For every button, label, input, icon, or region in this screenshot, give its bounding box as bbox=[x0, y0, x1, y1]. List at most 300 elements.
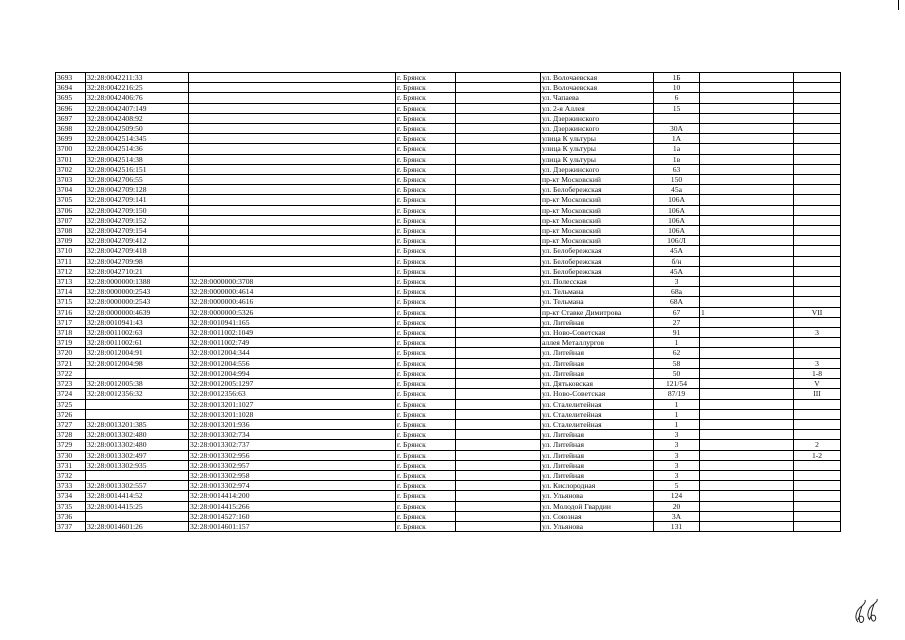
table-row bbox=[56, 399, 841, 409]
city-cell: г. Брянск bbox=[396, 460, 456, 470]
apartment-cell bbox=[794, 481, 841, 491]
cadastral-number-cell: 32:28:0013201:385 bbox=[86, 419, 189, 429]
row-number-cell: 3710 bbox=[56, 246, 86, 256]
street-cell: ул. Чапаева bbox=[541, 93, 654, 103]
apartment-cell: 3 bbox=[794, 358, 841, 368]
row-number-cell: 3723 bbox=[56, 379, 86, 389]
house-number-cell: 45а bbox=[654, 185, 700, 195]
district-cell bbox=[456, 287, 541, 297]
street-cell: пр-кт Ставке Димитрова bbox=[541, 307, 654, 317]
building-number-cell bbox=[700, 317, 794, 327]
row-number-cell: 3712 bbox=[56, 266, 86, 276]
city-cell: г. Брянск bbox=[396, 185, 456, 195]
building-cadastral-number-cell: 32:28:0000000:4616 bbox=[189, 297, 396, 307]
apartment-cell bbox=[794, 338, 841, 348]
house-number-cell: 45А bbox=[654, 266, 700, 276]
street-cell: улица К ультуры bbox=[541, 144, 654, 154]
street-cell: ул. Тельмана bbox=[541, 297, 654, 307]
house-number-cell: 106А bbox=[654, 226, 700, 236]
table-row bbox=[56, 124, 841, 134]
street-cell: ул. Сталелитейная bbox=[541, 399, 654, 409]
district-cell bbox=[456, 338, 541, 348]
building-cadastral-number-cell bbox=[189, 205, 396, 215]
cadastral-number-cell: 32:28:0012004:98 bbox=[86, 358, 189, 368]
table-row bbox=[56, 73, 841, 83]
city-cell: г. Брянск bbox=[396, 521, 456, 531]
building-number-cell bbox=[700, 226, 794, 236]
table-row bbox=[56, 246, 841, 256]
street-cell: ул. Ульянова bbox=[541, 521, 654, 531]
building-cadastral-number-cell: 32:28:0012004:994 bbox=[189, 368, 396, 378]
cadastral-number-cell: 32:28:0000000:4639 bbox=[86, 307, 189, 317]
apartment-cell bbox=[794, 430, 841, 440]
cadastral-number-cell: 32:28:0014414:52 bbox=[86, 491, 189, 501]
building-number-cell bbox=[700, 440, 794, 450]
apartment-cell bbox=[794, 93, 841, 103]
house-number-cell: 3 bbox=[654, 440, 700, 450]
street-cell: ул. Литейная bbox=[541, 430, 654, 440]
cadastral-number-cell: 32:28:0042709:98 bbox=[86, 256, 189, 266]
building-cadastral-number-cell: 32:28:0000000:5326 bbox=[189, 307, 396, 317]
table-row bbox=[56, 103, 841, 113]
building-number-cell bbox=[700, 236, 794, 246]
apartment-cell bbox=[794, 154, 841, 164]
building-number-cell bbox=[700, 124, 794, 134]
row-number-cell: 3719 bbox=[56, 338, 86, 348]
house-number-cell: 1 bbox=[654, 419, 700, 429]
building-cadastral-number-cell bbox=[189, 73, 396, 83]
cadastral-number-cell: 32:28:0013302:497 bbox=[86, 450, 189, 460]
city-cell: г. Брянск bbox=[396, 409, 456, 419]
district-cell bbox=[456, 358, 541, 368]
district-cell bbox=[456, 266, 541, 276]
building-number-cell bbox=[700, 358, 794, 368]
table-row bbox=[56, 389, 841, 399]
building-cadastral-number-cell: 32:28:0012005:1297 bbox=[189, 379, 396, 389]
apartment-cell bbox=[794, 521, 841, 531]
city-cell: г. Брянск bbox=[396, 83, 456, 93]
cadastral-number-cell bbox=[86, 511, 189, 521]
table-row bbox=[56, 348, 841, 358]
table-row bbox=[56, 144, 841, 154]
street-cell: улица К ультуры bbox=[541, 154, 654, 164]
district-cell bbox=[456, 511, 541, 521]
house-number-cell: 150 bbox=[654, 175, 700, 185]
street-cell: ул. Белобережская bbox=[541, 246, 654, 256]
district-cell bbox=[456, 124, 541, 134]
house-number-cell: 121/54 bbox=[654, 379, 700, 389]
city-cell: г. Брянск bbox=[396, 215, 456, 225]
district-cell bbox=[456, 246, 541, 256]
district-cell bbox=[456, 134, 541, 144]
building-number-cell bbox=[700, 205, 794, 215]
apartment-cell bbox=[794, 297, 841, 307]
apartment-cell bbox=[794, 185, 841, 195]
building-cadastral-number-cell bbox=[189, 236, 396, 246]
table-row bbox=[56, 481, 841, 491]
city-cell: г. Брянск bbox=[396, 287, 456, 297]
house-number-cell: 20 bbox=[654, 501, 700, 511]
apartment-cell: 2 bbox=[794, 440, 841, 450]
street-cell: пр-кт Московский bbox=[541, 195, 654, 205]
building-cadastral-number-cell: 32:28:0013302:734 bbox=[189, 430, 396, 440]
building-cadastral-number-cell: 32:28:0014527:160 bbox=[189, 511, 396, 521]
street-cell: ул. Волочаевская bbox=[541, 73, 654, 83]
building-number-cell bbox=[700, 460, 794, 470]
building-number-cell bbox=[700, 144, 794, 154]
row-number-cell: 3715 bbox=[56, 297, 86, 307]
street-cell: ул. Молодой Гвардии bbox=[541, 501, 654, 511]
city-cell: г. Брянск bbox=[396, 511, 456, 521]
district-cell bbox=[456, 185, 541, 195]
district-cell bbox=[456, 103, 541, 113]
city-cell: г. Брянск bbox=[396, 328, 456, 338]
row-number-cell: 3701 bbox=[56, 154, 86, 164]
city-cell: г. Брянск bbox=[396, 144, 456, 154]
row-number-cell: 3713 bbox=[56, 277, 86, 287]
district-cell bbox=[456, 83, 541, 93]
building-cadastral-number-cell: 32:28:0000000:4614 bbox=[189, 287, 396, 297]
city-cell: г. Брянск bbox=[396, 358, 456, 368]
cadastral-number-cell: 32:28:0042709:152 bbox=[86, 215, 189, 225]
city-cell: г. Брянск bbox=[396, 256, 456, 266]
apartment-cell bbox=[794, 124, 841, 134]
building-cadastral-number-cell: 32:28:0013201:1028 bbox=[189, 409, 396, 419]
building-cadastral-number-cell bbox=[189, 113, 396, 123]
house-number-cell: 58 bbox=[654, 358, 700, 368]
house-number-cell: 50 bbox=[654, 368, 700, 378]
building-cadastral-number-cell bbox=[189, 144, 396, 154]
street-cell: ул. Дзержинского bbox=[541, 124, 654, 134]
cadastral-number-cell: 32:28:0042514:36 bbox=[86, 144, 189, 154]
city-cell: г. Брянск bbox=[396, 389, 456, 399]
row-number-cell: 3724 bbox=[56, 389, 86, 399]
district-cell bbox=[456, 501, 541, 511]
building-cadastral-number-cell bbox=[189, 124, 396, 134]
row-number-cell: 3736 bbox=[56, 511, 86, 521]
street-cell: пр-кт Московский bbox=[541, 175, 654, 185]
row-number-cell: 3727 bbox=[56, 419, 86, 429]
street-cell: ул. Волочаевская bbox=[541, 83, 654, 93]
house-number-cell: 1 bbox=[654, 409, 700, 419]
house-number-cell: 1А bbox=[654, 134, 700, 144]
building-number-cell bbox=[700, 470, 794, 480]
building-number-cell bbox=[700, 195, 794, 205]
cadastral-number-cell: 32:28:0014415:25 bbox=[86, 501, 189, 511]
row-number-cell: 3718 bbox=[56, 328, 86, 338]
table-row bbox=[56, 430, 841, 440]
cadastral-number-cell: 32:28:0042406:76 bbox=[86, 93, 189, 103]
district-cell bbox=[456, 317, 541, 327]
apartment-cell: VII bbox=[794, 307, 841, 317]
district-cell bbox=[456, 113, 541, 123]
row-number-cell: 3733 bbox=[56, 481, 86, 491]
house-number-cell: 124 bbox=[654, 491, 700, 501]
building-cadastral-number-cell bbox=[189, 246, 396, 256]
district-cell bbox=[456, 154, 541, 164]
building-number-cell bbox=[700, 134, 794, 144]
cadastral-number-cell: 32:28:0042709:418 bbox=[86, 246, 189, 256]
cadastral-number-cell: 32:28:0042706:55 bbox=[86, 175, 189, 185]
apartment-cell bbox=[794, 83, 841, 93]
house-number-cell: 62 bbox=[654, 348, 700, 358]
table-row bbox=[56, 113, 841, 123]
cadastral-number-cell: 32:28:0014601:26 bbox=[86, 521, 189, 531]
row-number-cell: 3717 bbox=[56, 317, 86, 327]
row-number-cell: 3722 bbox=[56, 368, 86, 378]
district-cell bbox=[456, 73, 541, 83]
city-cell: г. Брянск bbox=[396, 501, 456, 511]
street-cell: ул. Сталелитейная bbox=[541, 419, 654, 429]
row-number-cell: 3705 bbox=[56, 195, 86, 205]
building-cadastral-number-cell: 32:28:0014414:200 bbox=[189, 491, 396, 501]
house-number-cell: 3 bbox=[654, 430, 700, 440]
city-cell: г. Брянск bbox=[396, 277, 456, 287]
table-row bbox=[56, 419, 841, 429]
building-number-cell bbox=[700, 164, 794, 174]
building-cadastral-number-cell: 32:28:0011002:749 bbox=[189, 338, 396, 348]
house-number-cell: 68а bbox=[654, 287, 700, 297]
table-row bbox=[56, 440, 841, 450]
table-row bbox=[56, 277, 841, 287]
street-cell: ул. Дятьковская bbox=[541, 379, 654, 389]
row-number-cell: 3729 bbox=[56, 440, 86, 450]
table-row bbox=[56, 307, 841, 317]
cadastral-number-cell: 32:28:0010941:43 bbox=[86, 317, 189, 327]
street-cell: ул. Литейная bbox=[541, 460, 654, 470]
table-row bbox=[56, 164, 841, 174]
building-number-cell bbox=[700, 256, 794, 266]
city-cell: г. Брянск bbox=[396, 419, 456, 429]
table-row bbox=[56, 134, 841, 144]
city-cell: г. Брянск bbox=[396, 226, 456, 236]
cadastral-number-cell: 32:28:0000000:2543 bbox=[86, 287, 189, 297]
building-number-cell bbox=[700, 511, 794, 521]
apartment-cell bbox=[794, 144, 841, 154]
table-row bbox=[56, 266, 841, 276]
cadastral-number-cell: 32:28:0012005:38 bbox=[86, 379, 189, 389]
cadastral-number-cell: 32:28:0042709:154 bbox=[86, 226, 189, 236]
district-cell bbox=[456, 144, 541, 154]
city-cell: г. Брянск bbox=[396, 93, 456, 103]
house-number-cell: 1Б bbox=[654, 73, 700, 83]
apartment-cell bbox=[794, 73, 841, 83]
row-number-cell: 3707 bbox=[56, 215, 86, 225]
cadastral-number-cell: 32:28:0012356:32 bbox=[86, 389, 189, 399]
apartment-cell bbox=[794, 256, 841, 266]
table-row bbox=[56, 287, 841, 297]
building-number-cell bbox=[700, 103, 794, 113]
district-cell bbox=[456, 368, 541, 378]
table-row bbox=[56, 470, 841, 480]
land-register-table bbox=[55, 72, 841, 532]
table-row bbox=[56, 450, 841, 460]
building-number-cell bbox=[700, 399, 794, 409]
apartment-cell: 1-2 bbox=[794, 450, 841, 460]
row-number-cell: 3734 bbox=[56, 491, 86, 501]
city-cell: г. Брянск bbox=[396, 246, 456, 256]
street-cell: пр-кт Московский bbox=[541, 236, 654, 246]
street-cell: ул. Литейная bbox=[541, 440, 654, 450]
building-cadastral-number-cell: 32:28:0014415:266 bbox=[189, 501, 396, 511]
cadastral-number-cell: 32:28:0042509:50 bbox=[86, 124, 189, 134]
district-cell bbox=[456, 450, 541, 460]
building-number-cell bbox=[700, 368, 794, 378]
street-cell: ул. Литейная bbox=[541, 470, 654, 480]
building-number-cell bbox=[700, 338, 794, 348]
building-number-cell bbox=[700, 409, 794, 419]
house-number-cell: 1а bbox=[654, 144, 700, 154]
house-number-cell: 106А bbox=[654, 215, 700, 225]
table-row bbox=[56, 328, 841, 338]
building-cadastral-number-cell: 32:28:0013201:1027 bbox=[189, 399, 396, 409]
cadastral-number-cell: 32:28:0042709:128 bbox=[86, 185, 189, 195]
building-cadastral-number-cell: 32:28:0013302:957 bbox=[189, 460, 396, 470]
street-cell: ул. Ново-Советская bbox=[541, 328, 654, 338]
cadastral-number-cell: 32:28:0042709:150 bbox=[86, 205, 189, 215]
city-cell: г. Брянск bbox=[396, 430, 456, 440]
row-number-cell: 3694 bbox=[56, 83, 86, 93]
cadastral-number-cell bbox=[86, 409, 189, 419]
street-cell: ул. Белобережская bbox=[541, 256, 654, 266]
street-cell: ул. Литейная bbox=[541, 368, 654, 378]
table-row bbox=[56, 491, 841, 501]
house-number-cell: 5 bbox=[654, 481, 700, 491]
building-cadastral-number-cell bbox=[189, 266, 396, 276]
building-cadastral-number-cell: 32:28:0013302:974 bbox=[189, 481, 396, 491]
row-number-cell: 3706 bbox=[56, 205, 86, 215]
street-cell: ул. Кислородная bbox=[541, 481, 654, 491]
city-cell: г. Брянск bbox=[396, 164, 456, 174]
district-cell bbox=[456, 175, 541, 185]
building-cadastral-number-cell bbox=[189, 164, 396, 174]
street-cell: ул. 2-я Аллея bbox=[541, 103, 654, 113]
row-number-cell: 3728 bbox=[56, 430, 86, 440]
table-row bbox=[56, 338, 841, 348]
apartment-cell bbox=[794, 501, 841, 511]
building-cadastral-number-cell bbox=[189, 195, 396, 205]
table-row bbox=[56, 409, 841, 419]
row-number-cell: 3698 bbox=[56, 124, 86, 134]
house-number-cell: 63 bbox=[654, 164, 700, 174]
house-number-cell: 106/Л bbox=[654, 236, 700, 246]
apartment-cell: 1-8 bbox=[794, 368, 841, 378]
table-row bbox=[56, 175, 841, 185]
apartment-cell bbox=[794, 246, 841, 256]
district-cell bbox=[456, 379, 541, 389]
house-number-cell: 6 bbox=[654, 93, 700, 103]
apartment-cell: V bbox=[794, 379, 841, 389]
apartment-cell bbox=[794, 511, 841, 521]
apartment-cell bbox=[794, 215, 841, 225]
house-number-cell: 15 bbox=[654, 103, 700, 113]
building-cadastral-number-cell: 32:28:0013302:737 bbox=[189, 440, 396, 450]
building-number-cell bbox=[700, 83, 794, 93]
table-row bbox=[56, 460, 841, 470]
district-cell bbox=[456, 164, 541, 174]
page-edge-mark bbox=[898, 0, 899, 10]
building-cadastral-number-cell: 32:28:0014601:157 bbox=[189, 521, 396, 531]
building-cadastral-number-cell: 32:28:0013302:956 bbox=[189, 450, 396, 460]
row-number-cell: 3699 bbox=[56, 134, 86, 144]
house-number-cell: 67 bbox=[654, 307, 700, 317]
district-cell bbox=[456, 277, 541, 287]
house-number-cell: 131 bbox=[654, 521, 700, 531]
building-number-cell bbox=[700, 175, 794, 185]
table-row bbox=[56, 236, 841, 246]
row-number-cell: 3700 bbox=[56, 144, 86, 154]
street-cell: ул. Дзержинского bbox=[541, 164, 654, 174]
row-number-cell: 3730 bbox=[56, 450, 86, 460]
district-cell bbox=[456, 491, 541, 501]
apartment-cell bbox=[794, 470, 841, 480]
cadastral-number-cell: 32:28:0042709:412 bbox=[86, 236, 189, 246]
cadastral-number-cell bbox=[86, 399, 189, 409]
row-number-cell: 3703 bbox=[56, 175, 86, 185]
building-number-cell bbox=[700, 73, 794, 83]
cadastral-number-cell: 32:28:0042514:38 bbox=[86, 154, 189, 164]
cadastral-number-cell: 32:28:0013302:480 bbox=[86, 430, 189, 440]
table-row bbox=[56, 501, 841, 511]
city-cell: г. Брянск bbox=[396, 348, 456, 358]
building-cadastral-number-cell: 32:28:0012004:556 bbox=[189, 358, 396, 368]
table-row bbox=[56, 83, 841, 93]
house-number-cell: 87/19 bbox=[654, 389, 700, 399]
row-number-cell: 3714 bbox=[56, 287, 86, 297]
building-number-cell bbox=[700, 287, 794, 297]
house-number-cell: 106А bbox=[654, 195, 700, 205]
street-cell: пр-кт Московский bbox=[541, 205, 654, 215]
district-cell bbox=[456, 440, 541, 450]
building-cadastral-number-cell: 32:28:0013201:936 bbox=[189, 419, 396, 429]
city-cell: г. Брянск bbox=[396, 368, 456, 378]
building-number-cell bbox=[700, 215, 794, 225]
house-number-cell: 3А bbox=[654, 511, 700, 521]
apartment-cell bbox=[794, 266, 841, 276]
city-cell: г. Брянск bbox=[396, 491, 456, 501]
street-cell: аллея Металлургов bbox=[541, 338, 654, 348]
building-cadastral-number-cell bbox=[189, 185, 396, 195]
building-number-cell bbox=[700, 93, 794, 103]
district-cell bbox=[456, 205, 541, 215]
street-cell: улица К ультуры bbox=[541, 134, 654, 144]
building-number-cell bbox=[700, 450, 794, 460]
cadastral-number-cell: 32:28:0042514:345 bbox=[86, 134, 189, 144]
building-number-cell bbox=[700, 430, 794, 440]
apartment-cell bbox=[794, 226, 841, 236]
cadastral-number-cell: 32:28:0042211:33 bbox=[86, 73, 189, 83]
street-cell: ул. Союзная bbox=[541, 511, 654, 521]
cadastral-number-cell: 32:28:0013302:935 bbox=[86, 460, 189, 470]
city-cell: г. Брянск bbox=[396, 236, 456, 246]
district-cell bbox=[456, 409, 541, 419]
house-number-cell: 1 bbox=[654, 399, 700, 409]
table-row bbox=[56, 368, 841, 378]
table-row bbox=[56, 379, 841, 389]
apartment-cell bbox=[794, 134, 841, 144]
building-cadastral-number-cell: 32:28:0013302:958 bbox=[189, 470, 396, 480]
house-number-cell: 1 bbox=[654, 338, 700, 348]
apartment-cell bbox=[794, 205, 841, 215]
city-cell: г. Брянск bbox=[396, 266, 456, 276]
cadastral-number-cell: 32:28:0012004:91 bbox=[86, 348, 189, 358]
building-number-cell bbox=[700, 501, 794, 511]
district-cell bbox=[456, 226, 541, 236]
apartment-cell bbox=[794, 317, 841, 327]
row-number-cell: 3720 bbox=[56, 348, 86, 358]
cadastral-number-cell: 32:28:0011002:63 bbox=[86, 328, 189, 338]
table-row bbox=[56, 297, 841, 307]
